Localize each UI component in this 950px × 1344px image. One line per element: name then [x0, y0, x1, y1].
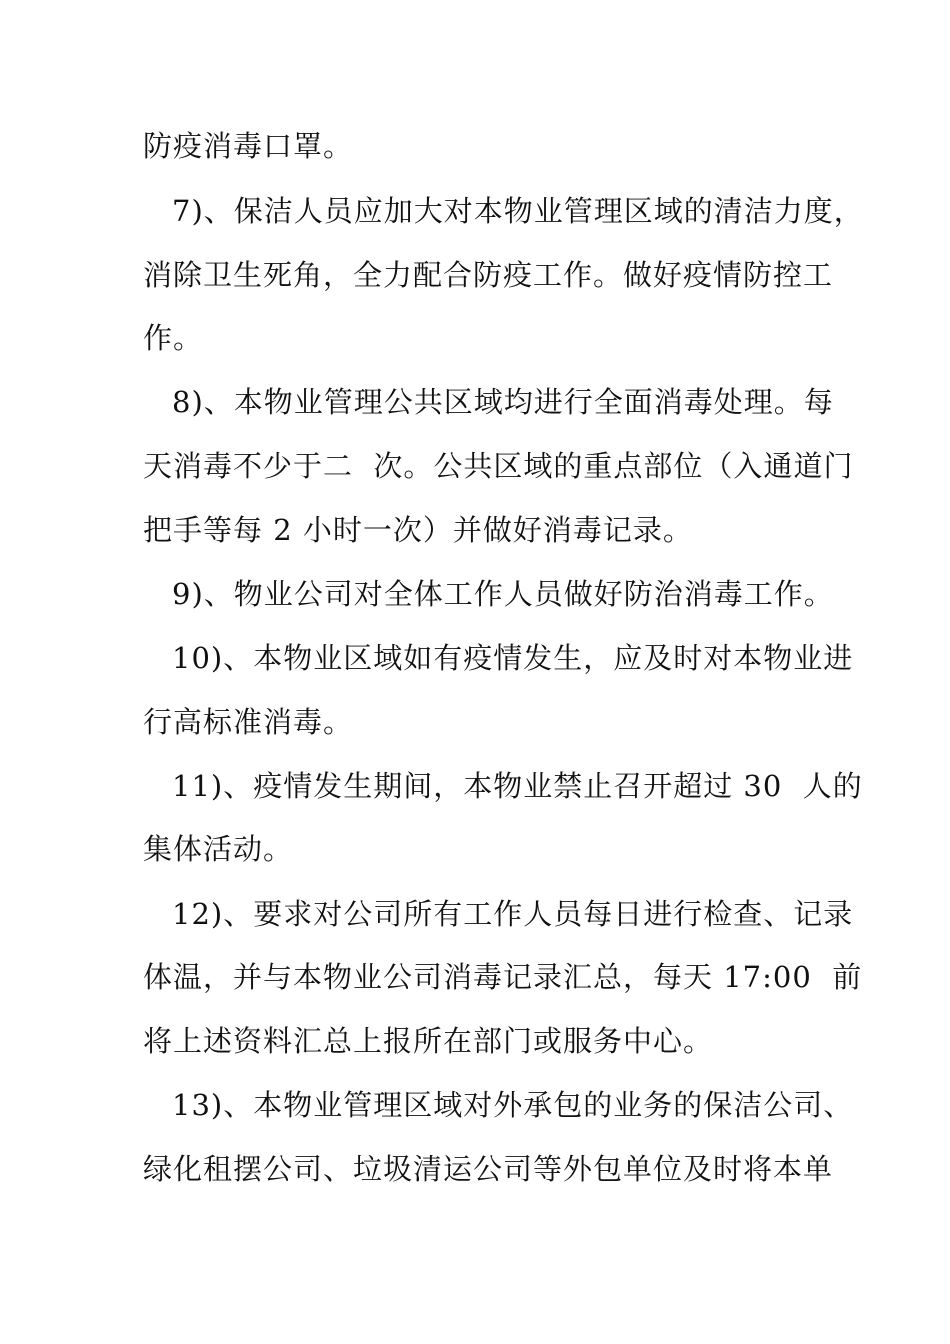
text-line-14: 体温，并与本物业公司消毒记录汇总，每天 17:00 前 — [143, 960, 863, 994]
text-line-4: 作。 — [143, 321, 204, 355]
text-line-10: 行高标准消毒。 — [143, 705, 354, 739]
text-line-11: 11)、疫情发生期间，本物业禁止召开超过 30 人的 — [172, 769, 863, 803]
text-line-3: 消除卫生死角，全力配合防疫工作。做好疫情防控工 — [143, 258, 834, 292]
text-line-17: 绿化租摆公司、垃圾清运公司等外包单位及时将本单 — [143, 1152, 834, 1186]
text-line-2: 7)、保洁人员应加大对本物业管理区域的清洁力度， — [172, 194, 864, 228]
text-line-1: 防疫消毒口罩。 — [143, 129, 354, 163]
text-line-16: 13)、本物业管理区域对外承包的业务的保洁公司、 — [172, 1088, 854, 1122]
text-line-13: 12)、要求对公司所有工作人员每日进行检查、记录 — [172, 897, 854, 931]
text-line-5: 8)、本物业管理公共区域均进行全面消毒处理。每 — [172, 385, 834, 419]
text-line-15: 将上述资料汇总上报所在部门或服务中心。 — [143, 1024, 714, 1058]
text-line-9: 10)、本物业区域如有疫情发生，应及时对本物业进 — [172, 641, 854, 675]
text-line-8: 9)、物业公司对全体工作人员做好防治消毒工作。 — [172, 577, 834, 611]
text-line-7: 把手等每 2 小时一次）并做好消毒记录。 — [143, 513, 693, 547]
text-line-6: 天消毒不少于二 次。公共区域的重点部位（入通道门 — [143, 449, 854, 483]
text-line-12: 集体活动。 — [143, 832, 294, 866]
